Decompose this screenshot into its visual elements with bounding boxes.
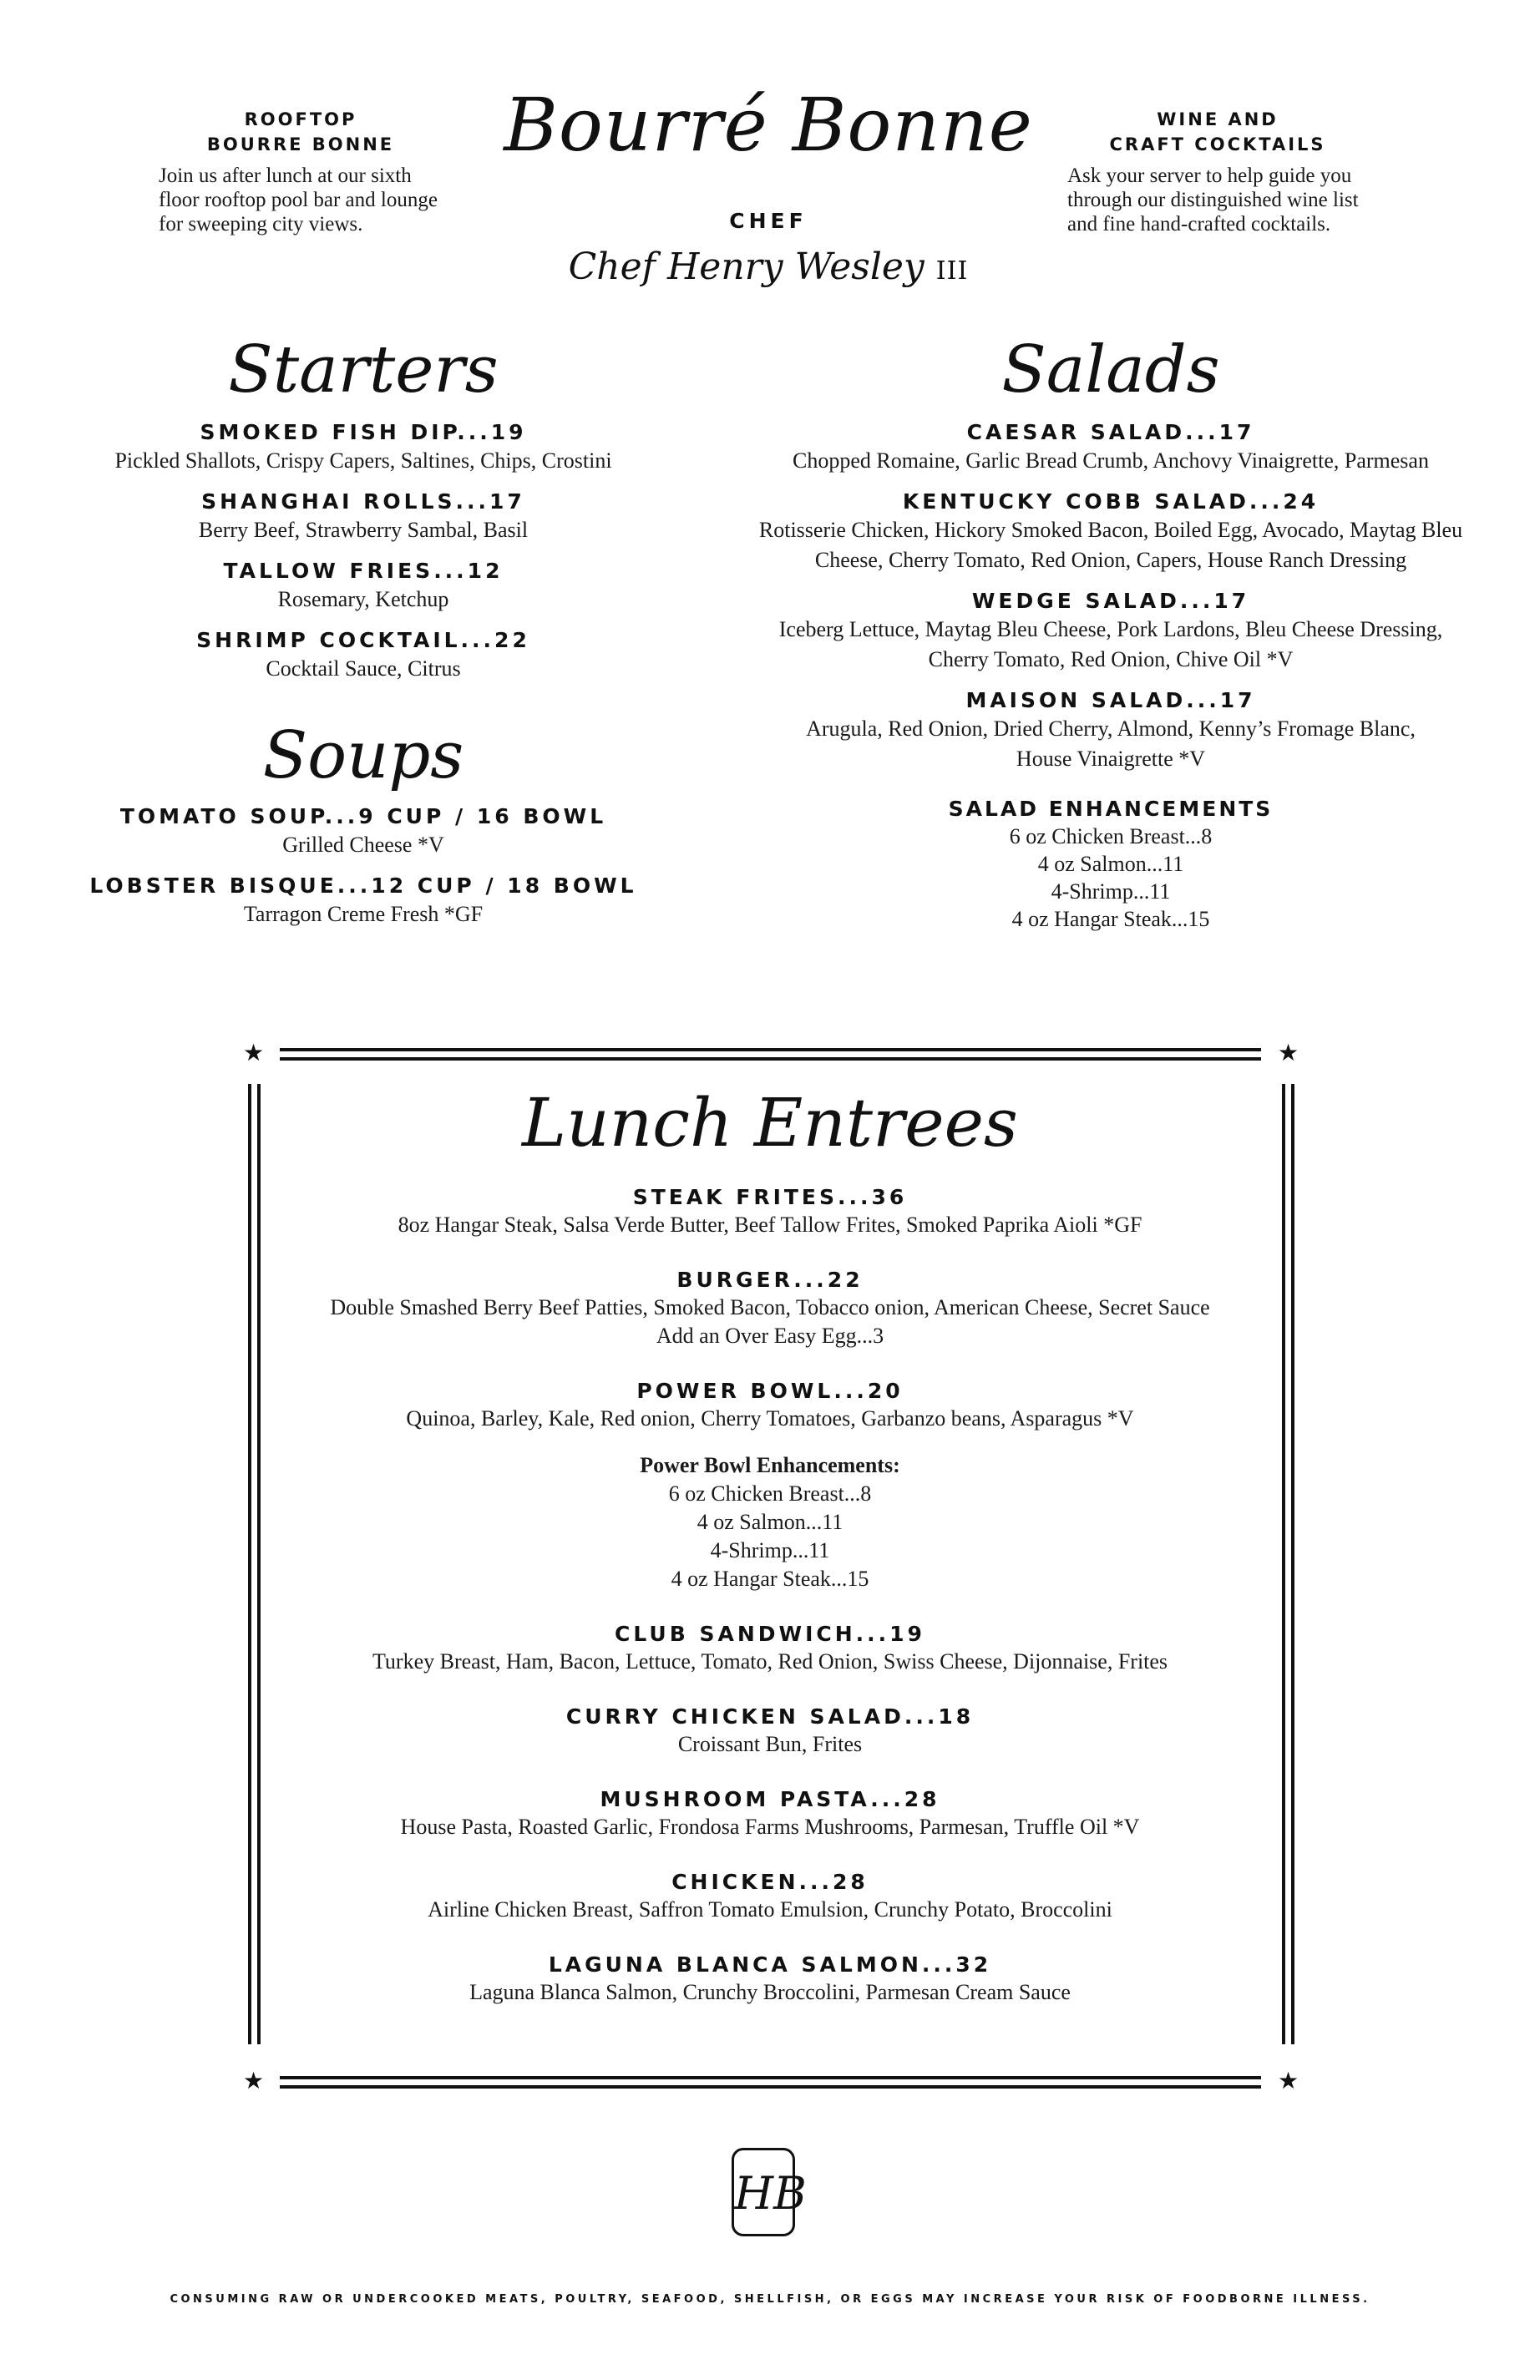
item-desc: Grilled Cheese *V <box>282 833 444 857</box>
item-name: LOBSTER BISQUE...12 CUP / 18 BOWL <box>89 874 637 898</box>
item-name: CLUB SANDWICH...19 <box>615 1622 925 1646</box>
monogram-text: HB <box>734 2167 807 2220</box>
menu-item <box>276 1786 1264 1841</box>
menu-item <box>84 803 643 860</box>
frame-top-line-2 <box>280 1057 1261 1061</box>
item-desc: Double Smashed Berry Beef Patties, Smoked Bacon, Tobacco onion, American Cheese, Secret Sauce <box>330 1295 1210 1319</box>
enhancement-item: 4-Shrimp...11 <box>1051 879 1171 904</box>
salads-section <box>727 332 1495 933</box>
item-desc: Berry Beef, Strawberry Sambal, Basil <box>198 518 529 542</box>
menu-item <box>276 1952 1264 2007</box>
item-name: MAISON SALAD...17 <box>965 688 1256 712</box>
menu-item <box>727 687 1495 774</box>
menu-item <box>727 419 1495 476</box>
star-icon: ★ <box>1278 2069 1299 2094</box>
enhancement-item: 4-Shrimp...11 <box>710 1538 830 1562</box>
item-desc: Airline Chicken Breast, Saffron Tomato Emulsion, Crunchy Potato, Broccolini <box>428 1897 1112 1922</box>
item-desc: House Pasta, Roasted Garlic, Frondosa Farms Mushrooms, Parmesan, Truffle Oil *V <box>400 1815 1140 1839</box>
soups-section <box>84 718 643 942</box>
item-desc: Add an Over Easy Egg...3 <box>656 1324 884 1348</box>
item-name: WEDGE SALAD...17 <box>971 589 1250 613</box>
menu-item <box>84 627 643 684</box>
menu-item <box>276 1869 1264 1924</box>
item-desc: Pickled Shallots, Crispy Capers, Saltines, Chips, Crostini <box>114 448 612 473</box>
item-name: STEAK FRITES...36 <box>632 1185 908 1209</box>
menu-item <box>276 1378 1264 1433</box>
item-name: TALLOW FRIES...12 <box>223 559 504 583</box>
menu-item <box>84 558 643 615</box>
wine-text: Ask your server to help guide you through our distinguished wine list and fine hand-crafted cocktails. <box>1067 165 1359 235</box>
frame-top-line-1 <box>280 1048 1261 1051</box>
item-desc: Turkey Breast, Ham, Bacon, Lettuce, Tomato, Red Onion, Swiss Cheese, Dijonnaise, Frites <box>372 1649 1168 1674</box>
item-name: SHRIMP COCKTAIL...22 <box>196 628 530 652</box>
salads-title: Salads <box>1001 332 1220 408</box>
menu-item <box>276 1267 1264 1350</box>
item-desc: Arugula, Red Onion, Dried Cherry, Almond, Kenny’s Fromage Blanc, <box>806 717 1416 741</box>
item-desc: Laguna Blanca Salmon, Crunchy Broccolini, Parmesan Cream Sauce <box>469 1980 1071 2004</box>
chef-name: Chef Henry Wesley <box>568 246 925 288</box>
chef-suffix: III <box>935 256 969 286</box>
restaurant-logo: Bourré Bonne <box>504 82 1033 168</box>
item-name: SHANGHAI ROLLS...17 <box>201 489 525 514</box>
starters-section <box>84 332 643 696</box>
item-name: POWER BOWL...20 <box>636 1379 904 1403</box>
salad-enhancements-title: SALAD ENHANCEMENTS <box>948 797 1274 821</box>
item-desc: 8oz Hangar Steak, Salsa Verde Butter, Beef Tallow Frites, Smoked Paprika Aioli *GF <box>398 1213 1142 1237</box>
power-bowl-enhancements <box>276 1451 1264 1593</box>
item-name: CHICKEN...28 <box>671 1870 869 1894</box>
enhancement-item: 4 oz Hangar Steak...15 <box>671 1567 869 1591</box>
item-name: MUSHROOM PASTA...28 <box>600 1787 940 1811</box>
salad-enhancements <box>727 796 1495 933</box>
frame-right-line-1 <box>1282 1084 1285 2044</box>
menu-item <box>276 1184 1264 1239</box>
frame-right-line-2 <box>1291 1084 1294 2044</box>
enhancement-item: 4 oz Hangar Steak...15 <box>1011 907 1210 931</box>
frame-bottom-line-1 <box>280 2076 1261 2079</box>
menu-item <box>84 419 643 476</box>
starters-title: Starters <box>228 332 499 408</box>
menu-item <box>727 588 1495 675</box>
menu-item <box>84 489 643 545</box>
enhancement-item: 4 oz Salmon...11 <box>1037 852 1184 876</box>
menu-item <box>276 1621 1264 1676</box>
enhancement-item: 4 oz Salmon...11 <box>697 1510 843 1534</box>
item-desc: House Vinaigrette *V <box>1016 747 1206 771</box>
frame-bottom-line-2 <box>280 2085 1261 2089</box>
item-name: LAGUNA BLANCA SALMON...32 <box>548 1952 992 1977</box>
rooftop-title: ROOFTOP BOURRE BONNE <box>206 109 395 154</box>
item-name: TOMATO SOUP...9 CUP / 16 BOWL <box>119 804 607 828</box>
menu-item <box>84 873 643 929</box>
foodborne-disclaimer: CONSUMING RAW OR UNDERCOOKED MEATS, POULTRY, SEAFOOD, SHELLFISH, OR EGGS MAY INCREASE YOUR RISK OF FOODBORNE ILLNESS. <box>170 2293 1370 2306</box>
item-name: BURGER...22 <box>676 1268 864 1292</box>
frame-left-line-1 <box>248 1084 251 2044</box>
item-desc: Croissant Bun, Frites <box>677 1732 863 1756</box>
power-bowl-enhancements-title: Power Bowl Enhancements: <box>640 1453 900 1477</box>
item-desc: Cocktail Sauce, Citrus <box>266 656 461 681</box>
item-desc: Tarragon Creme Fresh *GF <box>243 902 484 926</box>
item-desc: Cheese, Cherry Tomato, Red Onion, Capers, House Ranch Dressing <box>814 548 1407 572</box>
rooftop-text: Join us after lunch at our sixth floor rooftop pool bar and lounge for sweeping city views. <box>159 165 438 235</box>
wine-title: WINE AND CRAFT COCKTAILS <box>1109 109 1326 154</box>
item-desc: Chopped Romaine, Garlic Bread Crumb, Anchovy Vinaigrette, Parmesan <box>793 448 1429 473</box>
star-icon: ★ <box>243 2069 265 2094</box>
soups-title: Soups <box>262 718 464 793</box>
item-name: KENTUCKY COBB SALAD...24 <box>902 489 1320 514</box>
item-desc: Quinoa, Barley, Kale, Red onion, Cherry Tomatoes, Garbanzo beans, Asparagus *V <box>406 1406 1134 1431</box>
menu-item <box>727 489 1495 575</box>
item-desc: Rosemary, Ketchup <box>277 587 449 611</box>
enhancement-item: 6 oz Chicken Breast...8 <box>668 1481 872 1506</box>
wine-info <box>1067 107 1368 236</box>
entrees-section <box>276 1086 1264 2034</box>
monogram-logo <box>732 2148 807 2236</box>
menu-item <box>276 1704 1264 1759</box>
entrees-title: Lunch Entrees <box>522 1084 1018 1162</box>
item-desc: Rotisserie Chicken, Hickory Smoked Bacon, Boiled Egg, Avocado, Maytag Bleu <box>758 518 1463 542</box>
rooftop-info <box>159 107 443 236</box>
item-name: SMOKED FISH DIP...19 <box>200 420 527 444</box>
star-icon: ★ <box>1278 1041 1299 1066</box>
enhancement-item: 6 oz Chicken Breast...8 <box>1009 824 1213 848</box>
chef-label: CHEF <box>729 209 808 233</box>
item-name: CAESAR SALAD...17 <box>966 420 1255 444</box>
chef-signature <box>551 242 985 296</box>
frame-left-line-2 <box>257 1084 261 2044</box>
item-desc: Cherry Tomato, Red Onion, Chive Oil *V <box>928 647 1294 671</box>
star-icon: ★ <box>243 1041 265 1066</box>
item-desc: Iceberg Lettuce, Maytag Bleu Cheese, Pork Lardons, Bleu Cheese Dressing, <box>778 617 1443 641</box>
item-name: CURRY CHICKEN SALAD...18 <box>565 1704 975 1729</box>
